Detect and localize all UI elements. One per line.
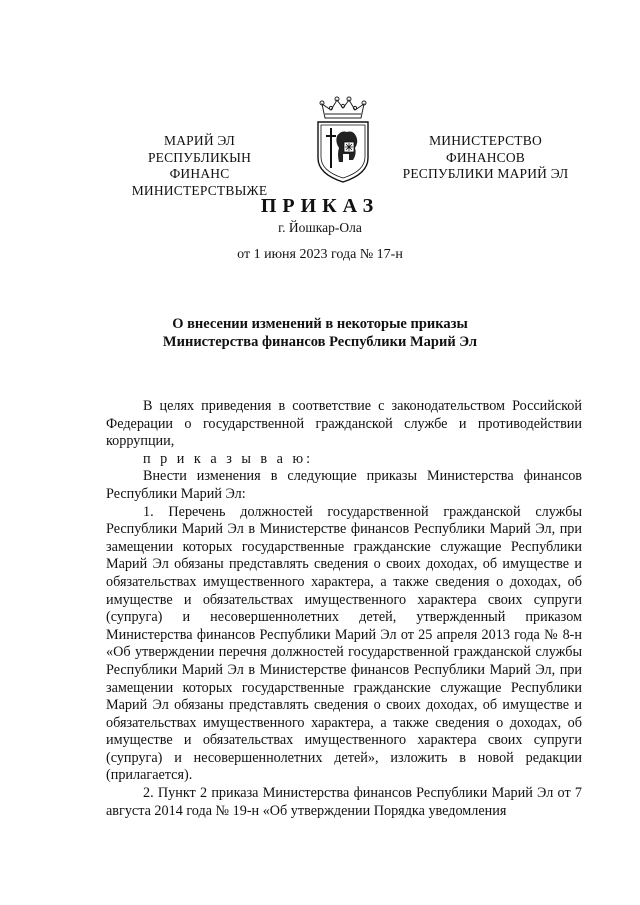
body-paragraph-preamble: В целях приведения в соответствие с законодательством Российской Федерации о государственной гражданской службе и противодействии коррупции, xyxy=(106,398,582,450)
coat-of-arms-mari-el-icon xyxy=(311,96,375,184)
document-title: ПРИКАЗ xyxy=(260,195,380,217)
header-left-line2: ФИНАНС МИНИСТЕРСТВЫЖЕ xyxy=(131,166,268,198)
header-right-line2: РЕСПУБЛИКИ МАРИЙ ЭЛ xyxy=(402,166,569,181)
body-paragraph-item2: 2. Пункт 2 приказа Министерства финансов Республики Марий Эл от 7 августа 2014 года № 19-н «Об утверждении Порядка уведомления xyxy=(106,785,582,819)
body-paragraph-item1: 1. Перечень должностей государственной гражданской службы Республики Марий Эл в Министерстве финансов Республики Марий Эл, при замещении которых государственные гражданские служащие Республики Марий Эл обязаны представлять сведения о своих доходах, об имуществе и обязательствах имущественного характера, а также сведения о доходах, об имуществе и обязательствах имущественного характера своих супруги (супруга) и несовершеннолетних детей, утвержденный приказом Министерства финансов Республики Марий Эл от 25 апреля 2013 года № 8-н «Об утверждении перечня должностей государственной гражданской службы Республики Марий Эл в Министерстве финансов Республики Марий Эл, при замещении которых государственные гражданские служащие Республики Марий Эл обязаны представлять сведения о своих доходах, об имуществе и обязательствах имущественного характера, а также сведения о доходах, об имуществе и обязательствах имущественного характера своих супруги (супруга) и несовершеннолетних детей», изложить в новой редакции (прилагается). xyxy=(106,503,582,784)
document-subject xyxy=(100,316,540,351)
subject-line2: Министерства финансов Республики Марий Эл xyxy=(162,333,478,350)
header-right-org xyxy=(388,133,583,183)
header-left-line1: МАРИЙ ЭЛ РЕСПУБЛИКЫН xyxy=(147,133,252,165)
body-paragraph-order: п р и к а з ы в а ю: xyxy=(143,450,314,467)
subject-line1: О внесении изменений в некоторые приказы xyxy=(172,316,468,332)
document-city: г. Йошкар-Ола xyxy=(278,220,362,235)
document-date-number: от 1 июня 2023 года № 17-н xyxy=(237,247,403,262)
header-right-line1: МИНИСТЕРСТВО ФИНАНСОВ xyxy=(429,133,542,165)
header-left-org xyxy=(112,133,287,199)
document-body xyxy=(106,398,582,820)
body-paragraph-intro: Внести изменения в следующие приказы Министерства финансов Республики Марий Эл: xyxy=(106,468,582,502)
